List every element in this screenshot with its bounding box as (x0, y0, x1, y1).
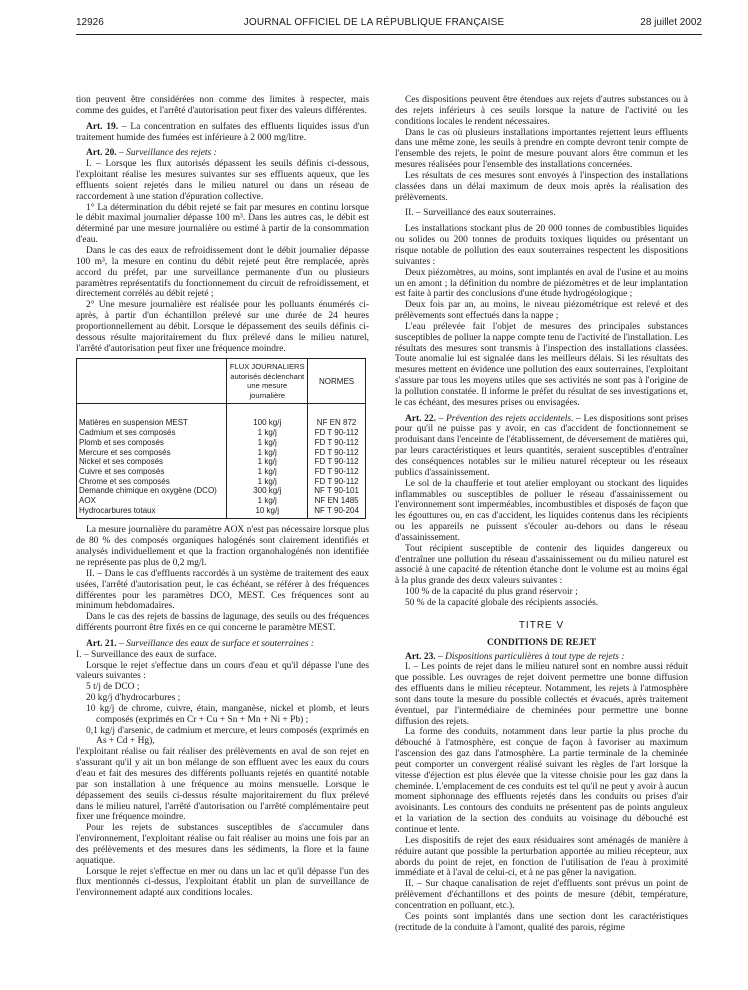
table-cell-substance: Demande chimique en oxygène (DCO) (77, 486, 227, 496)
list-item: 5 t/j de DCO ; (86, 682, 140, 693)
section-heading: II. – Surveillance des eaux souterraines. (405, 208, 556, 219)
article-label: Art. 22. (405, 413, 436, 424)
article-title: Surveillance des eaux de surface et souterraines : (126, 638, 315, 649)
paragraph: Lorsque le rejet s'effectue dans un cours d'eau et qu'il dépasse l'une des valeurs suivantes : (76, 660, 369, 682)
page-header (0, 17, 748, 31)
table-cell-substance: Cadmium et ses composés (77, 428, 227, 438)
paragraph: Dans le cas des eaux de refroidissement dont le débit journalier dépasse 100 m³, la mesure en continu du débit rejeté peut être remplacée, après accord du préfet, par une surveillance permanente d'un ou plusieurs paramètres représentatifs du fonctionnement du circuit de refroidissement, et directement corrélés au débit rejeté ; (76, 245, 369, 300)
paragraph: Le sol de la chaufferie et tout atelier employant ou stockant des liquides inflammables ou susceptibles de polluer le réseau d'assainissement ou l'environnement sont imperméables, incombustibles et disposés de façon que les égouttures ou, en cas d'accident, les liquides contenus dans les récipients ou les appareils ne puissent s'écouler au-dehors ou dans le réseau d'assainissement. (395, 478, 688, 543)
table-row (77, 448, 366, 458)
paragraph: Deux piézomètres, au moins, sont implantés en aval de l'usine et au moins un en amont ; la définition du nombre de piézomètres et de leur implantation est faite à partir des conclusions d'une étude hydrogéologique ; (395, 267, 688, 300)
table-row (77, 467, 366, 477)
list-item: 100 % de la capacité du plus grand réservoir ; (405, 587, 578, 598)
list-item: 10 kg/j de chrome, cuivre, étain, manganèse, nickel et plomb, et leurs composés (exprimés en Cr + Cu + Sn + Mn + Ni + Pb) ; (86, 703, 369, 725)
article-label: Art. 19. (86, 121, 119, 132)
paragraph: Ces points sont implantés dans une section dont les caractéristiques (rectitude de la conduite à l'amont, qualité des parois, régime (395, 911, 688, 933)
table-cell-norme: NF T 90-204 (308, 506, 366, 519)
table-row (77, 496, 366, 506)
article-title: Dispositions particulières à tout type de rejets : (445, 651, 625, 662)
paragraph: Ces dispositions peuvent être étendues aux rejets d'autres substances ou à des rejets inférieurs à ces seuils lorsque la nature de l'activité ou les conditions locales le rendent nécessaires. (395, 95, 688, 127)
table-row (77, 506, 366, 519)
article-23-heading: Art. 23. – Dispositions particulières à tout type de rejets : (405, 651, 625, 662)
table-cell-flux: 1 kg/j (227, 428, 308, 438)
table-cell-substance: Cuivre et ses composés (77, 467, 227, 477)
table-header-flux: FLUX JOURNALIERS autorisés déclenchant une mesure journalière (227, 359, 308, 404)
table-cell-flux: 300 kg/j (227, 486, 308, 496)
table-header-normes: NORMES (308, 359, 366, 404)
paragraph: La forme des conduits, notamment dans leur partie la plus proche du débouché à l'atmosphère, est conçue de façon à favoriser au maximum l'ascension des gaz dans l'atmosphère. La partie terminale de la cheminée peut comporter un convergent réalisé suivant les règles de l'art lorsque la vitesse d'éjection est plus élevée que la vitesse choisie pour les gaz dans la cheminée. L'emplacement de ces conduits est tel qu'il ne peut y avoir à aucun moment siphonnage des effluents rejetés dans les conduits ou prises d'air avoisinants. Les contours des conduits ne présentent pas de points anguleux et la variation de la section des conduits au voisinage du débouché est continue et lente. (395, 727, 688, 835)
flux-table (76, 358, 366, 519)
table-cell-flux: 1 kg/j (227, 477, 308, 487)
table-cell-norme: FD T 90-112 (308, 457, 366, 467)
table-cell-substance: AOX (77, 496, 227, 506)
paragraph: I. – Les points de rejet dans le milieu naturel sont en nombre aussi réduit que possible. Les ouvrages de rejet doivent permettre une bonne diffusion des effluents dans le milieu récepteur. Notamment, les rejets à l'atmosphère sont dans toute la mesure du possible collectés et évacués, après traitement éventuel, par l'intermédiaire de cheminées pour permettre une bonne diffusion des rejets. (395, 662, 688, 727)
table-cell-flux: 1 kg/j (227, 496, 308, 506)
list-item: 0,1 kg/j d'arsenic, de cadmium et mercure, et leurs composés (exprimés en As + Cd + Hg), (86, 725, 369, 747)
journal-title: JOURNAL OFFICIEL DE LA RÉPUBLIQUE FRANÇAISE (243, 17, 505, 28)
table-cell-flux: 1 kg/j (227, 467, 308, 477)
paragraph: Tout récipient susceptible de contenir des liquides dangereux ou d'entraîner une pollution du réseau d'assainissement ou du milieu naturel est associé à une capacité de rétention étanche dont le volume est au moins égal à la plus grande des deux valeurs suivantes : (395, 543, 688, 587)
paragraph: La mesure journalière du paramètre AOX n'est pas nécessaire lorsque plus de 80 % des composés organiques halogénés sont clairement identifiés et analysés individuellement et que la fraction organohalogénés non identifiée ne représente pas plus de 0,2 mg/l. (76, 525, 369, 568)
table-cell-substance: Plomb et ses composés (77, 438, 227, 448)
table-cell-norme: NF T 90-101 (308, 486, 366, 496)
paragraph: 2° Une mesure journalière est réalisée pour les polluants énumérés ci-après, à partir d'un échantillon prélevé sur une durée de 24 heures proportionnellement au débit. Lorsque le dépassement des seuils définis ci-dessous résulte majoritairement du flux prélevé dans le milieu naturel, l'arrêté d'autorisation peut fixer une fréquence moindre. (76, 300, 369, 354)
table-cell-substance: Mercure et ses composés (77, 448, 227, 458)
paragraph: L'eau prélevée fait l'objet de mesures des principales substances susceptibles de polluer la nappe compte tenu de l'activité de l'installation. Les résultats des mesures sont transmis à l'inspection des installations classées. Toute anomalie lui est signalée dans les meilleurs délais. Si les résultats des mesures mettent en évidence une pollution des eaux souterraines, l'exploitant s'assure par tous les moyens utiles que ses activités ne sont pas à l'origine de la pollution constatée. Il informe le préfet du résultat de ses investigations et, le cas échéant, des mesures prises ou envisagées. (395, 321, 688, 408)
paragraph: 1° La détermination du débit rejeté se fait par mesures en continu lorsque le débit maximal journalier dépasse 100 m³. Dans les autres cas, le débit est déterminé par une mesure journalière ou estimé à partir de la consommation d'eau. (76, 202, 369, 246)
paragraph: II. – Dans le cas d'effluents raccordés à un système de traitement des eaux usées, l'arrêté d'autorisation peut, le cas échéant, se référer à des fréquences différentes pour les paramètres DCO, MEST. Ces fréquences sont au minimum hebdomadaires. (76, 568, 369, 612)
table-cell-flux: 1 kg/j (227, 438, 308, 448)
title-subheading: CONDITIONS DE REJET (486, 637, 597, 648)
table-row (77, 438, 366, 448)
table-row (77, 404, 366, 428)
table-row (77, 428, 366, 438)
article-22: Art. 22. – Prévention des rejets accidentels. – Les dispositions sont prises pour qu'il ne puisse pas y avoir, en cas d'accident de fonctionnement se produisant dans l'enceinte de l'établissement, de déversement de matières qui, par leurs caractéristiques et leurs quantités, seraient susceptibles d'entraîner des conséquences notables sur le milieu naturel récepteur ou les réseaux publics d'assainissement. (395, 413, 689, 478)
table-cell-substance: Nickel et ses composés (77, 457, 227, 467)
table-cell-substance: Chrome et ses composés (77, 477, 227, 487)
paragraph: I. – Lorsque les flux autorisés dépassent les seuils définis ci-dessous, l'exploitant réalise les mesures suivantes sur ses effluents aqueux, que les effluents soient rejetés dans le milieu naturel ou dans un réseau de raccordement à une station d'épuration collective. (76, 159, 369, 202)
table-row (77, 477, 366, 487)
paragraph: Les installations stockant plus de 20 000 tonnes de combustibles liquides ou solides ou 200 tonnes de produits toxiques liquides ou présentant un risque notable de pollution des eaux souterraines respectent les dispositions suivantes : (395, 224, 688, 267)
paragraph: l'exploitant réalise ou fait réaliser des prélèvements en aval de son rejet en s'assurant qu'il y ait un bon mélange de son effluent avec les eaux du cours d'eau et fait des mesures des différents polluants rejetés en quantité notable par son installation à une fréquence au moins mensuelle. Lorsque le dépassement des seuils ci-dessus résulte majoritairement du flux prélevé dans le milieu naturel, l'arrêté d'autorisation ou l'arrêté complémentaire peut fixer une fréquence moindre. (76, 747, 369, 823)
header-rule (76, 34, 702, 35)
paragraph: Pour les rejets de substances susceptibles de s'accumuler dans l'environnement, l'exploitant réalise ou fait réaliser au moins une fois par an des prélèvements et des mesures dans les sédiments, la flore et la faune aquatique. (76, 823, 369, 866)
table-cell-flux: 100 kg/j (227, 404, 308, 428)
paragraph: Les résultats de ces mesures sont envoyés à l'inspection des installations classées dans un délai maximum de deux mois après la réalisation des prélèvements. (395, 170, 688, 203)
paragraph: Les dispositifs de rejet des eaux résiduaires sont aménagés de manière à réduire autant que possible la perturbation apportée au milieu récepteur, aux abords du point de rejet, en fonction de l'utilisation de l'eau à proximité immédiate et à l'aval de celui-ci, et à ne pas gêner la navigation. (395, 835, 688, 879)
table-cell-norme: FD T 90-112 (308, 428, 366, 438)
table-cell-flux: 1 kg/j (227, 457, 308, 467)
article-19: Art. 19. – La concentration en sulfates des effluents liquides issus d'un traitement humide des fumées est inférieure à 2 000 mg/litre. (76, 121, 369, 143)
table-cell-norme: FD T 90-112 (308, 477, 366, 487)
list-item: 20 kg/j d'hydrocarbures ; (86, 693, 181, 704)
table-row (77, 457, 366, 467)
list-item: 50 % de la capacité globale des récipients associés. (405, 597, 599, 608)
paragraph: Dans le cas où plusieurs installations importantes rejettent leurs effluents dans une même zone, les seuils à prendre en compte devront tenir compte de l'ensemble des rejets, le point de mesure pouvant alors être commun et les mesures réalisées pour l'ensemble des installations concernées. (395, 127, 688, 171)
table-cell-norme: FD T 90-112 (308, 467, 366, 477)
article-21-heading: Art. 21. – Surveillance des eaux de surface et souterraines : (86, 638, 315, 649)
table-cell-flux: 10 kg/j (227, 506, 308, 519)
article-label: Art. 23. (405, 651, 436, 662)
table-cell-substance: Matières en suspension MEST (77, 404, 227, 428)
paragraph: Lorsque le rejet s'effectue en mer ou dans un lac et qu'il dépasse l'un des flux mentionnés ci-dessus, l'exploitant établit un plan de surveillance de l'environnement adapté aux conditions locales. (76, 866, 369, 899)
table-cell-norme: FD T 90-112 (308, 448, 366, 458)
article-label: Art. 21. (86, 638, 117, 649)
publication-date: 28 juillet 2002 (640, 17, 702, 28)
table-cell-flux: 1 kg/j (227, 448, 308, 458)
paragraph: II. – Sur chaque canalisation de rejet d'effluents sont prévus un point de prélèvement d'échantillons et des points de mesure (débit, température, concentration en polluant, etc.). (395, 879, 688, 911)
title-heading: TITRE V (518, 619, 565, 631)
article-label: Art. 20. (86, 148, 117, 159)
table-row (77, 486, 366, 496)
table-cell-norme: NF EN 1485 (308, 496, 366, 506)
table-cell-norme: FD T 90-112 (308, 438, 366, 448)
right-column (395, 95, 688, 933)
paragraph: tion peuvent être considérées non comme des limites à respecter, mais comme des guides, et l'arrêté d'autorisation peut fixer des valeurs différentes. (76, 95, 369, 116)
article-title: Surveillance des rejets : (126, 148, 217, 159)
table-header-blank (77, 359, 227, 404)
article-title: Prévention des rejets accidentels. (446, 413, 574, 424)
paragraph: Deux fois par an, au moins, le niveau piézométrique est relevé et des prélèvements sont effectués dans la nappe ; (395, 300, 688, 322)
table-header-row (77, 359, 366, 404)
table-cell-substance: Hydrocarbures totaux (77, 506, 227, 519)
paragraph: I. – Surveillance des eaux de surface. (76, 649, 217, 660)
left-column (76, 95, 369, 899)
paragraph: Dans le cas des rejets de bassins de lagunage, des seuils ou des fréquences différents pourront être fixés en ce qui concerne le paramètre MEST. (76, 612, 369, 634)
page-number: 12926 (76, 17, 104, 28)
article-20-heading: Art. 20. – Surveillance des rejets : (86, 148, 217, 159)
table-cell-norme: NF EN 872 (308, 404, 366, 428)
